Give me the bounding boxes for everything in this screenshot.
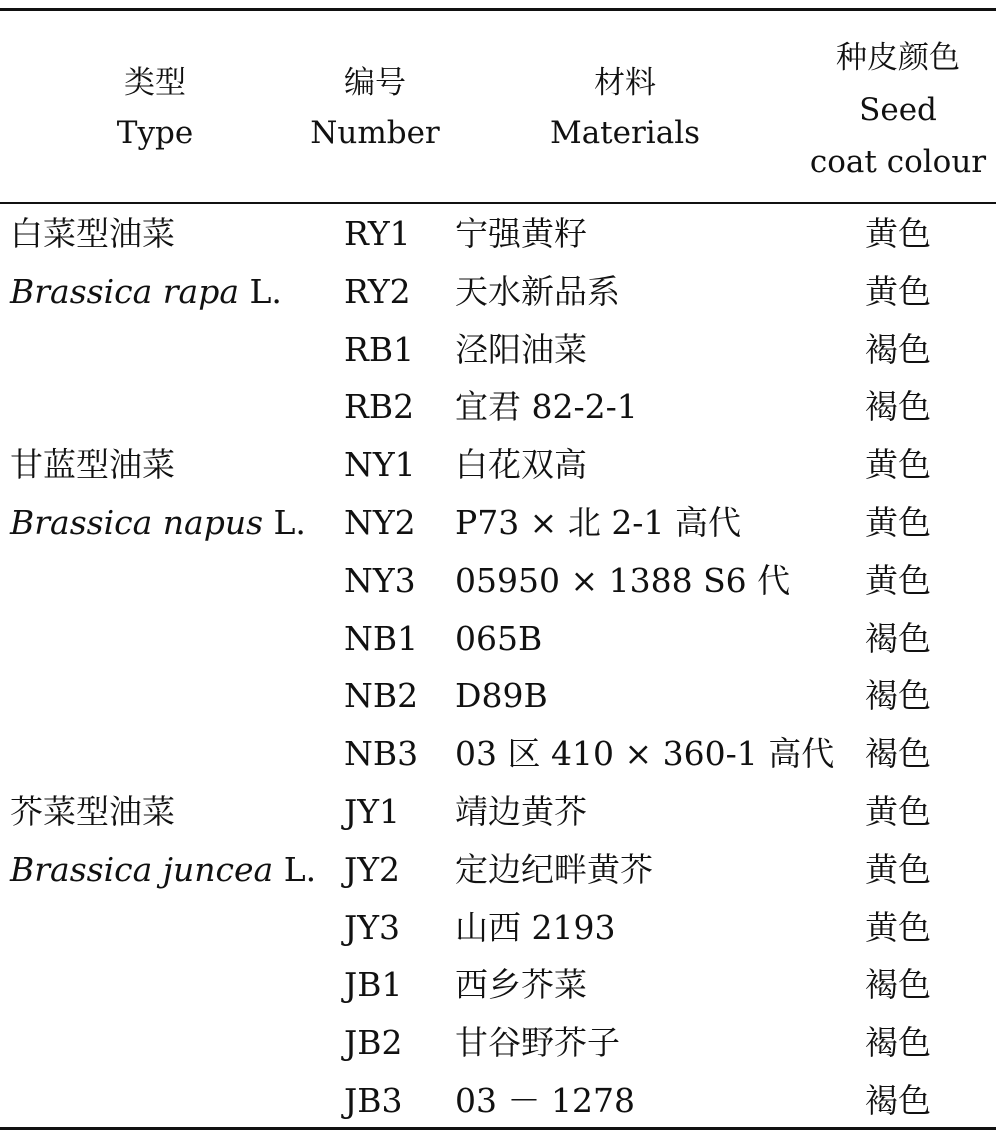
- row-seed-colour-cell: 黄色: [865, 560, 931, 600]
- row-number-cell: NY3: [344, 560, 416, 600]
- table-row: [0, 610, 996, 668]
- table-top-rule: [0, 8, 996, 11]
- table-row: [0, 1014, 996, 1072]
- row-number-cell: NY1: [344, 445, 416, 485]
- row-material-cell: 05950 × 1388 S6 代: [455, 560, 791, 600]
- header-number: [300, 58, 450, 158]
- header-seed-cn: 种皮颜色: [836, 40, 960, 76]
- row-number-cell: RB2: [344, 387, 415, 427]
- header-type-en: Type: [116, 115, 194, 151]
- row-material-cell: 宁强黄籽: [455, 214, 587, 253]
- type-chinese-name: 芥菜型油菜: [10, 792, 175, 831]
- row-type-cell: [10, 494, 340, 552]
- row-seed-colour-cell: 黄色: [865, 271, 931, 311]
- row-material-cell: P73 × 北 2-1 高代: [455, 503, 741, 542]
- row-type-cell: [10, 263, 340, 321]
- header-materials-en: Materials: [549, 115, 701, 151]
- row-type-cell: [10, 205, 340, 263]
- row-seed-colour-cell: 黄色: [865, 445, 931, 485]
- row-number-cell: JB3: [344, 1081, 403, 1120]
- row-number-cell: JY2: [344, 849, 401, 889]
- header-materials-cn: 材料: [594, 65, 656, 101]
- type-authority: L.: [273, 849, 317, 889]
- row-number-cell: RY2: [344, 271, 411, 311]
- header-seed-coat-colour: [800, 32, 996, 188]
- table-row: [0, 378, 996, 436]
- type-chinese-name: 白菜型油菜: [10, 214, 175, 253]
- row-material-cell: 泾阳油菜: [455, 329, 587, 369]
- row-seed-colour-cell: 褐色: [865, 329, 931, 369]
- header-bottom-rule: [0, 202, 996, 204]
- header-materials: [460, 58, 790, 158]
- row-seed-colour-cell: 黄色: [865, 907, 931, 947]
- row-seed-colour-cell: 褐色: [865, 965, 931, 1005]
- header-type: [20, 58, 290, 158]
- row-number-cell: JB2: [344, 1023, 403, 1063]
- row-number-cell: JY1: [344, 792, 401, 831]
- row-type-cell: [10, 783, 340, 841]
- row-seed-colour-cell: 褐色: [865, 1081, 931, 1120]
- header-number-en: Number: [310, 115, 440, 151]
- type-species-name: Brassica juncea: [10, 849, 274, 889]
- row-material-cell: 靖边黄芥: [455, 792, 587, 831]
- table-row: [0, 494, 996, 552]
- table-row: [0, 956, 996, 1014]
- row-seed-colour-cell: 褐色: [865, 734, 931, 774]
- row-number-cell: NB1: [344, 618, 419, 658]
- row-material-cell: 03 － 1278: [455, 1081, 635, 1120]
- row-type-cell: [10, 841, 340, 899]
- row-seed-colour-cell: 黄色: [865, 503, 931, 542]
- header-seed-en-2: coat colour: [809, 144, 987, 180]
- row-seed-colour-cell: 褐色: [865, 618, 931, 658]
- table-row: [0, 263, 996, 321]
- table-row: [0, 552, 996, 610]
- row-number-cell: RB1: [344, 329, 415, 369]
- row-number-cell: NB3: [344, 734, 419, 774]
- row-material-cell: 天水新品系: [455, 271, 620, 311]
- row-type-cell: [10, 436, 340, 494]
- row-seed-colour-cell: 黄色: [865, 214, 931, 253]
- row-number-cell: JY3: [344, 907, 401, 947]
- row-seed-colour-cell: 褐色: [865, 1023, 931, 1063]
- table-bottom-rule: [0, 1127, 996, 1130]
- row-material-cell: 山西 2193: [455, 907, 616, 947]
- row-material-cell: 03 区 410 × 360-1 高代: [455, 734, 835, 774]
- row-material-cell: D89B: [455, 676, 548, 716]
- row-material-cell: 甘谷野芥子: [455, 1023, 620, 1063]
- table-row: [0, 321, 996, 379]
- type-species-name: Brassica napus: [10, 503, 264, 542]
- row-number-cell: RY1: [344, 214, 411, 253]
- row-material-cell: 白花双高: [455, 445, 587, 485]
- row-number-cell: JB1: [344, 965, 403, 1005]
- table-row: [0, 899, 996, 957]
- row-seed-colour-cell: 褐色: [865, 387, 931, 427]
- row-number-cell: NY2: [344, 503, 416, 542]
- header-number-cn: 编号: [344, 65, 406, 101]
- table-row: [0, 205, 996, 263]
- row-seed-colour-cell: 褐色: [865, 676, 931, 716]
- row-material-cell: 西乡芥菜: [455, 965, 587, 1005]
- row-material-cell: 065B: [455, 618, 543, 658]
- row-number-cell: NB2: [344, 676, 419, 716]
- table-row: [0, 436, 996, 494]
- type-species-name: Brassica rapa: [10, 271, 240, 311]
- header-type-cn: 类型: [124, 65, 186, 101]
- table-row: [0, 725, 996, 783]
- header-seed-en-1: Seed: [859, 92, 937, 128]
- row-material-cell: 宜君 82-2-1: [455, 387, 638, 427]
- table-row: [0, 783, 996, 841]
- row-seed-colour-cell: 黄色: [865, 849, 931, 889]
- row-seed-colour-cell: 黄色: [865, 792, 931, 831]
- type-authority: L.: [239, 271, 282, 311]
- table-row: [0, 841, 996, 899]
- type-chinese-name: 甘蓝型油菜: [10, 445, 175, 485]
- row-material-cell: 定边纪畔黄芥: [455, 849, 653, 889]
- table-row: [0, 1072, 996, 1130]
- type-authority: L.: [263, 503, 306, 542]
- table-row: [0, 667, 996, 725]
